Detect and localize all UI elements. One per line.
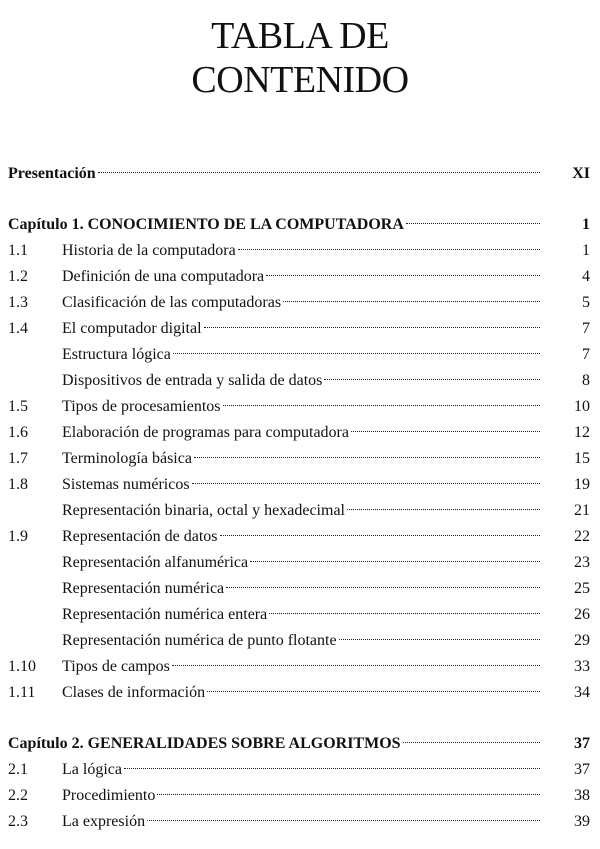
entry-title: Presentación	[8, 165, 96, 182]
toc-entry-row	[8, 396, 590, 418]
entry-title: La lógica	[62, 761, 122, 778]
dot-leader	[266, 275, 540, 276]
page-number: 5	[582, 294, 590, 311]
toc-entry-row	[8, 604, 590, 626]
entry-title: El computador digital	[62, 320, 202, 337]
entry-title: Representación binaria, octal y hexadecimal	[62, 502, 345, 519]
toc-entry-row	[8, 422, 590, 444]
dot-leader	[324, 379, 540, 380]
toc-entry-row	[8, 292, 590, 314]
entry-number: 1.3	[8, 294, 28, 311]
toc-entry-row	[8, 578, 590, 600]
page-number: 37	[574, 761, 590, 778]
toc-entry-row	[8, 266, 590, 288]
entry-title: Capítulo 2. GENERALIDADES SOBRE ALGORITMOS	[8, 735, 401, 752]
page-number: 29	[574, 632, 590, 649]
entry-title: Representación numérica	[62, 580, 225, 597]
page-number: 22	[574, 528, 590, 545]
entry-title: Representación alfanumérica	[62, 554, 249, 571]
dot-leader	[124, 768, 540, 769]
toc-entry-row	[8, 318, 590, 340]
entry-number: 1.5	[8, 398, 28, 415]
page-number: 21	[574, 502, 590, 519]
entry-title: Clasificación de las computadoras	[62, 294, 282, 311]
entry-title: Dispositivos de entrada y salida de datos	[62, 372, 323, 389]
page-number: XI	[572, 165, 590, 182]
entry-number: 2.1	[8, 761, 28, 778]
dot-leader	[226, 587, 540, 588]
dot-leader	[339, 639, 540, 640]
dot-leader	[347, 509, 540, 510]
page-number: 8	[582, 372, 590, 389]
toc-entry-row	[8, 370, 590, 392]
dot-leader	[192, 483, 540, 484]
page-number: 7	[582, 346, 590, 363]
entry-number: 1.8	[8, 476, 28, 493]
entry-number: 1.2	[8, 268, 28, 285]
page-number: 26	[574, 606, 590, 623]
page-number: 15	[574, 450, 590, 467]
dot-leader	[250, 561, 540, 562]
dot-leader	[172, 665, 540, 666]
dot-leader	[194, 457, 540, 458]
dot-leader	[173, 353, 540, 354]
entry-number: 1.6	[8, 424, 28, 441]
page-number: 12	[574, 424, 590, 441]
page-number: 33	[574, 658, 590, 675]
toc-entry-row	[8, 474, 590, 496]
entry-title: Elaboración de programas para computadora	[62, 424, 349, 441]
title-line-1: TABLA DE	[211, 15, 389, 57]
entry-title: Terminología básica	[62, 450, 192, 467]
page-number: 4	[582, 268, 590, 285]
page-number: 34	[574, 684, 590, 701]
page-number: 25	[574, 580, 590, 597]
entry-number: 1.7	[8, 450, 28, 467]
entry-title: Estructura lógica	[62, 346, 171, 363]
dot-leader	[406, 223, 540, 224]
dot-leader	[269, 613, 540, 614]
page-number: 7	[582, 320, 590, 337]
entry-title: Historia de la computadora	[62, 242, 236, 259]
dot-leader	[98, 172, 540, 173]
toc-entry-row	[8, 552, 590, 574]
page-number: 38	[574, 787, 590, 804]
entry-title: La expresión	[62, 813, 146, 830]
entry-number: 2.2	[8, 787, 28, 804]
dot-leader	[238, 249, 540, 250]
toc-entry-row	[8, 759, 590, 781]
dot-leader	[220, 535, 541, 536]
entry-number: 1.9	[8, 528, 28, 545]
toc-heading-row	[8, 214, 590, 236]
page-number: 37	[574, 735, 590, 752]
toc-entry-row	[8, 344, 590, 366]
toc-entry-row	[8, 448, 590, 470]
entry-number: 2.3	[8, 813, 28, 830]
page-number: 1	[582, 216, 590, 233]
page-number: 23	[574, 554, 590, 571]
dot-leader	[157, 794, 540, 795]
entry-number: 1.10	[8, 658, 36, 675]
title-line-2: CONTENIDO	[191, 59, 409, 101]
toc-entry-row	[8, 240, 590, 262]
entry-title: Representación numérica de punto flotante	[62, 632, 337, 649]
toc-entry-row	[8, 811, 590, 833]
toc-entry-row	[8, 682, 590, 704]
dot-leader	[351, 431, 540, 432]
dot-leader	[223, 405, 540, 406]
dot-leader	[204, 327, 540, 328]
toc-heading-row	[8, 163, 590, 185]
page-number: 1	[582, 242, 590, 259]
page-number: 19	[574, 476, 590, 493]
entry-number: 1.4	[8, 320, 28, 337]
dot-leader	[403, 742, 540, 743]
dot-leader	[207, 691, 540, 692]
entry-title: Procedimiento	[62, 787, 156, 804]
toc-entry-row	[8, 656, 590, 678]
toc-heading-row	[8, 733, 590, 755]
entry-number: 1.1	[8, 242, 28, 259]
toc-entry-row	[8, 500, 590, 522]
entry-title: Clases de información	[62, 684, 206, 701]
entry-title: Representación numérica entera	[62, 606, 268, 623]
entry-number: 1.11	[8, 684, 36, 701]
entry-title: Representación de datos	[62, 528, 218, 545]
entry-title: Sistemas numéricos	[62, 476, 190, 493]
toc-entry-row	[8, 630, 590, 652]
entry-title: Capítulo 1. CONOCIMIENTO DE LA COMPUTADORA	[8, 216, 404, 233]
toc-entry-row	[8, 526, 590, 548]
dot-leader	[147, 820, 540, 821]
page-number: 10	[574, 398, 590, 415]
toc-entry-row	[8, 785, 590, 807]
entry-title: Tipos de procesamientos	[62, 398, 221, 415]
entry-title: Tipos de campos	[62, 658, 170, 675]
page-number: 39	[574, 813, 590, 830]
dot-leader	[283, 301, 540, 302]
entry-title: Definición de una computadora	[62, 268, 265, 285]
